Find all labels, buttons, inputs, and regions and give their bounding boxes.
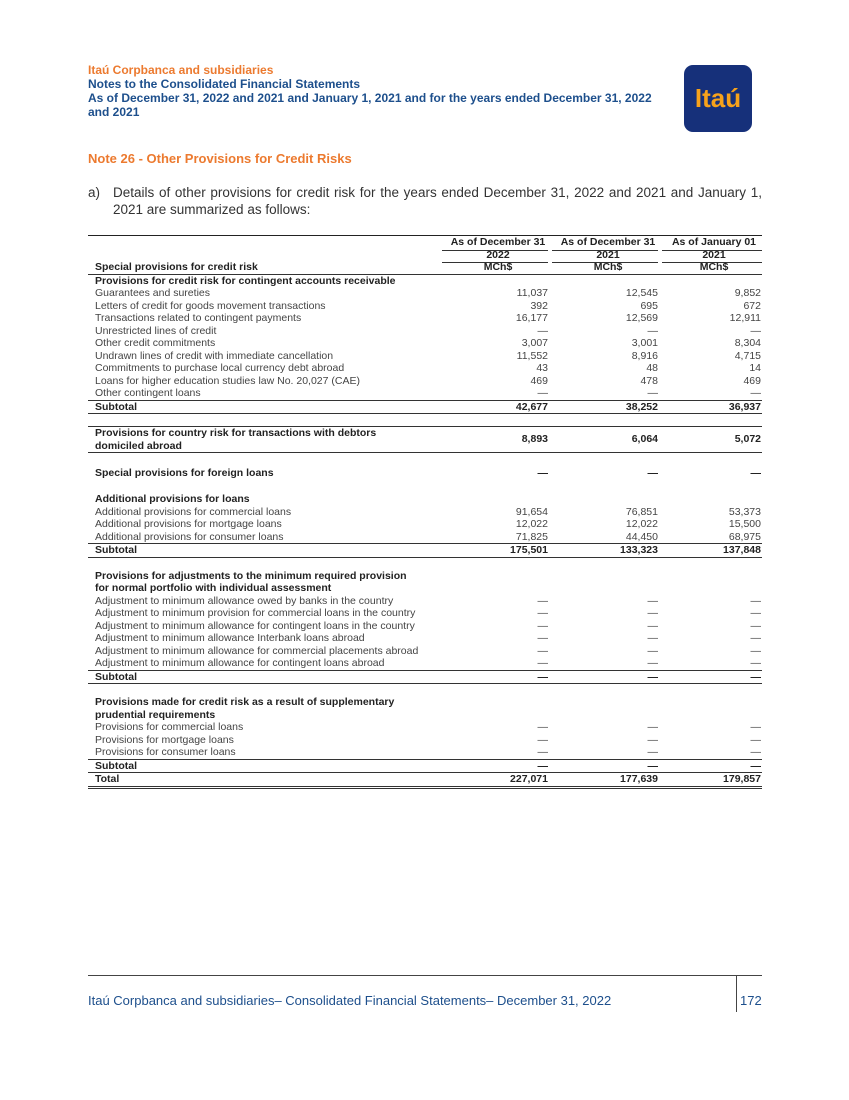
subtotal-row: Subtotal 42,677 38,252 36,937 [88,401,762,415]
col-header-unit: MCh$ [699,261,729,273]
table-row: Guarantees and sureties 11,037 12,545 9,852 [95,287,761,299]
header-label: Special provisions for credit risk [95,261,258,273]
subtotal-row: Subtotal 175,501 133,323 137,848 [88,544,762,558]
table-header-row-period [88,236,762,249]
header-line-1: Notes to the Consolidated Financial Statements [88,77,361,91]
intro-paragraph [88,184,762,218]
col-header-period: As of December 31 [450,236,546,248]
section-title-line-1: Provisions for country risk for transactions with debtors [95,427,377,439]
country-risk-row: Provisions for country risk for transactions with debtors domiciled abroad 8,893 6,064 5,072 [88,426,762,453]
table-row: Other credit commitments 3,007 3,001 8,304 [95,337,761,349]
table-row: Additional provisions for mortgage loans 12,022 12,022 15,500 [95,518,761,530]
table-row: Transactions related to contingent payments 16,177 12,569 12,911 [95,312,761,324]
section-title: Provisions for credit risk for contingent accounts receivable [95,274,396,287]
table-row: Adjustment to minimum allowance for contingent loans abroad — — — [88,657,762,671]
section-title: Provisions made for credit risk as a result of supplementary [95,696,395,708]
subtotal-row: Subtotal — — — [88,760,762,774]
company-name: Itaú Corpbanca and subsidiaries [88,63,274,77]
intro-text: Details of other provisions for credit risk for the years ended December 31, 2022 and 2021 and January 1, 2021 are summarized as follows: [113,185,762,217]
table-row: Provisions for consumer loans — — — [88,746,762,760]
itau-logo: Itaú [684,65,752,132]
document-header [88,63,688,119]
footer-divider [88,975,762,976]
col-header-period: As of January 01 [671,236,757,248]
table-row: Loans for higher education studies law No. 20,027 (CAE) 469 478 469 [95,374,761,387]
table-row: Provisions for mortgage loans — — — [95,733,761,746]
header-line-3: and 2021 [88,105,140,119]
section-title: for normal portfolio with individual assessment [95,582,332,594]
footer-vertical-divider [736,976,737,1012]
table-row: Adjustment to minimum allowance for commercial placements abroad — — — [95,644,761,657]
table-row: Letters of credit for goods movement transactions 392 695 672 [95,299,761,312]
table-row: Unrestricted lines of credit — — — [95,324,761,337]
section-title: prudential requirements [95,708,216,721]
note-title: Note 26 - Other Provisions for Credit Risks [88,151,352,166]
table-row: Undrawn lines of credit with immediate cancellation 11,552 8,916 4,715 [95,349,761,362]
table-header-row-unit [88,261,762,275]
section-title: Additional provisions for loans [95,493,250,505]
table-row: Provisions for commercial loans — — — [95,721,761,733]
col-header-unit: MCh$ [593,261,623,273]
table-header-row-year [88,249,762,262]
table-row: Adjustment to minimum allowance owed by banks in the country — — — [95,594,761,607]
subtotal-row: Subtotal — — — [88,671,762,685]
intro-marker: a) [88,185,101,200]
total-row: Total 227,071 177,639 179,857 [88,773,762,789]
foreign-loans-row: Special provisions for foreign loans — — — [95,467,761,479]
col-header-unit: MCh$ [483,261,513,273]
col-header-year: 2022 [486,248,510,261]
header-line-2: As of December 31, 2022 and 2021 and January 1, 2021 and for the years ended December 31, 2022 [88,91,652,105]
col-header-year: 2021 [596,248,620,261]
table-row: Other contingent loans — — — [88,387,762,401]
table-row: Additional provisions for consumer loans 71,825 44,450 68,975 [88,531,762,545]
table-row: Adjustment to minimum allowance for contingent loans in the country — — — [95,619,761,632]
table-row: Adjustment to minimum allowance Interbank loans abroad — — — [95,632,761,644]
col-header-year: 2021 [702,248,726,261]
table-row: Commitments to purchase local currency debt abroad 43 48 14 [95,362,761,374]
footer-text: Itaú Corpbanca and subsidiaries– Consolidated Financial Statements– December 31, 2022 [88,993,612,1008]
page-number: 172 [740,993,762,1008]
table-row: Adjustment to minimum provision for commercial loans in the country — — — [95,607,761,619]
section-title: Provisions for adjustments to the minimum required provision [95,569,407,582]
provisions-table [88,235,762,789]
col-header-period: As of December 31 [560,236,656,248]
section-title-line-2: domiciled abroad [95,439,182,452]
table-row: Additional provisions for commercial loans 91,654 76,851 53,373 [95,505,761,518]
